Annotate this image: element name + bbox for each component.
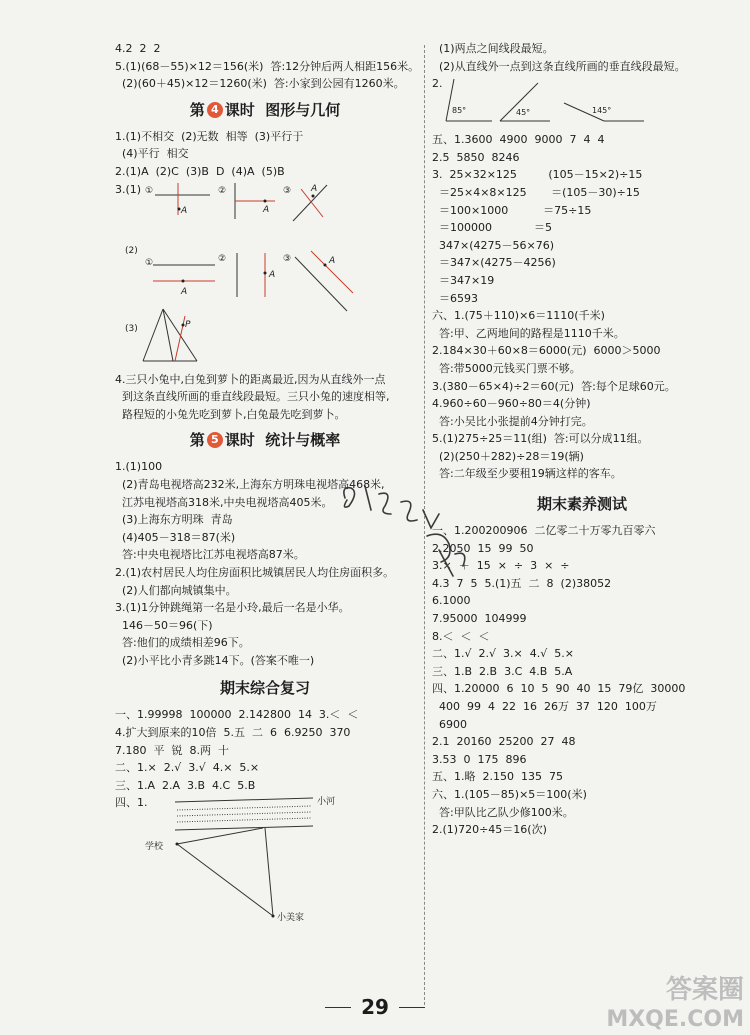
river-label: 小河: [317, 797, 336, 808]
answer-line: 2.2050 15 99 50: [432, 541, 534, 555]
answer-line: 2.(1)A (2)C (3)B D (4)A (5)B: [115, 164, 285, 178]
answer-line: (1)两点之间线段最短。: [432, 42, 554, 55]
test-title: 期末素养测试: [536, 495, 627, 514]
river-map: [115, 794, 415, 924]
answer-line: 3.(1): [115, 182, 142, 196]
answer-line: 5.(1)275÷25＝11(组) 答:可以分成11组。: [432, 432, 649, 446]
answer-line: (2)(60＋45)×12＝1260(米) 答:小家到公园有1260米。: [115, 77, 405, 91]
svg-text:A: A: [311, 183, 318, 194]
answer-line: 答:二年级至少要租19辆这样的客车。: [432, 467, 622, 481]
svg-text:P: P: [185, 319, 191, 330]
answer-line: (2)(250＋282)÷28＝19(辆): [432, 449, 584, 463]
answer-line: 4.960÷60－960÷80＝4(分钟): [432, 397, 591, 411]
figure-number: ①: [145, 185, 154, 196]
answer-line: 2.(1)720÷45＝16(次): [432, 823, 547, 837]
answer-line: 5.(1)(68－55)×12＝156(米) 答:12分钟后两人相距156米。: [115, 59, 420, 73]
answer-line: 8.＜ ＜ ＜: [432, 629, 490, 643]
answer-line: 4.2 2 2: [115, 42, 161, 55]
handwritten-scribble: [335, 480, 485, 590]
answer-line: 三、1.B 2.B 3.C 4.B 5.A: [432, 664, 573, 678]
svg-text:A: A: [269, 269, 276, 280]
answer-line: 答:甲、乙两地间的路程是1110千米。: [432, 326, 625, 340]
perpendicular-parallel-figures: [115, 181, 415, 371]
answer-line: (4)平行 相交: [115, 147, 189, 161]
answer-line: ＝347×19: [432, 273, 495, 287]
angle-label: 145°: [592, 106, 612, 116]
answer-line: 2.(1)农村居民人均住房面积比城镇居民人均住房面积多。: [115, 565, 395, 579]
angle-label: 45°: [516, 108, 531, 118]
answer-line: 二、1.× 2.√ 3.√ 4.× 5.×: [115, 761, 260, 775]
answer-line: 六、1.(75＋110)×6＝1110(千米): [432, 309, 605, 323]
answer-line: 二、1.√ 2.√ 3.× 4.√ 5.×: [432, 647, 574, 661]
answer-line: 四、1.: [115, 796, 148, 810]
dash-left: [325, 1007, 351, 1008]
answer-line: 一、1.99998 100000 2.142800 14 3.＜ ＜: [115, 708, 359, 722]
answer-line: 7.95000 104999: [432, 612, 527, 626]
answer-line: 答:中央电视塔比江苏电视塔高87米。: [115, 548, 305, 562]
answer-line: 6.1000: [432, 594, 471, 608]
figure-number: ③: [283, 253, 292, 264]
figure-number: ②: [218, 185, 227, 196]
answer-line: 146－50＝96(下): [115, 618, 213, 632]
answer-line: ＝25×4×8×125 ＝(105－30)÷15: [432, 185, 640, 199]
answer-line: 1.(1)不相交 (2)无数 相等 (3)平行于: [115, 129, 304, 143]
answer-line: 4.扩大到原来的10倍 5.五 二 6 6.9250 370: [115, 726, 351, 740]
answer-line: 4.三只小兔中,白兔到萝卜的距离最近,因为从直线外一点: [115, 372, 386, 386]
review-title: 期末综合复习: [219, 679, 310, 698]
answer-line: (3)上海东方明珠 青岛: [115, 513, 233, 527]
answer-line: 2.1 20160 25200 27 48: [432, 735, 576, 749]
answer-line: 四、1.20000 6 10 5 90 40 15 79亿 30000: [432, 682, 686, 696]
answer-line: 3.53 0 175 896: [432, 752, 527, 766]
answer-line: ＝100000 ＝5: [432, 221, 552, 235]
answer-line: 6900: [432, 717, 467, 731]
answer-line: 4.3 7 5 5.(1)五 二 8 (2)38052: [432, 576, 612, 590]
figure-number: ③: [283, 185, 292, 196]
svg-text:A: A: [329, 255, 336, 266]
lesson5-title: 第 5 课时 统计与概率: [189, 431, 341, 450]
answer-line: 三、1.A 2.A 3.B 4.C 5.B: [115, 778, 256, 792]
lesson4-title: 第 4 课时 图形与几何: [189, 100, 341, 119]
figure-number: ①: [145, 257, 154, 268]
angle-label: 85°: [452, 106, 467, 116]
answer-line: 答:他们的成绩相差96下。: [115, 636, 250, 650]
home-label: 小美家: [277, 913, 305, 924]
answer-line: (2)青岛电视塔高232米,上海东方明珠电视塔高468米,: [115, 477, 385, 491]
answer-line: 3.(1)1分钟跳绳第一名是小玲,最后一名是小华。: [115, 601, 350, 615]
answer-line: 到这条直线所画的垂直线段最短。三只小兔的速度相等,: [115, 390, 390, 404]
svg-text:A: A: [181, 286, 188, 297]
answer-line: 答:带5000元钱买门票不够。: [432, 361, 581, 375]
angle-diagrams: [432, 75, 732, 131]
answer-line: 347×(4275－56×76): [432, 238, 554, 252]
watermark-logo: 答案圈 MXQE.COM: [606, 975, 744, 1032]
svg-text:A: A: [181, 205, 188, 216]
river-map-figure: [115, 794, 415, 924]
answer-line: 3. 25×32×125 (105－15×2)÷15: [432, 168, 643, 182]
answer-line: (2)人们都向城镇集中。: [115, 583, 237, 597]
answer-line: (2)从直线外一点到这条直线所画的垂直线段最短。: [432, 59, 686, 73]
answer-line: 五、1.略 2.150 135 75: [432, 770, 563, 784]
dash-right: [399, 1007, 425, 1008]
answer-line: 2.: [432, 77, 443, 91]
answer-line: 答:甲队比乙队少修100米。: [432, 805, 574, 819]
answer-line: 路程短的小兔先吃到萝卜,白兔最先吃到萝卜。: [115, 407, 346, 421]
figure-number: ②: [218, 253, 227, 264]
geometry-figures: [115, 181, 415, 371]
answer-line: (2)小平比小青多跳14下。(答案不唯一): [115, 653, 315, 667]
angle-figures: [432, 75, 732, 131]
answer-line: 2.184×30＋60×8＝6000(元) 6000＞5000: [432, 344, 661, 358]
answer-line: 答:小吴比小张提前4分钟打完。: [432, 414, 593, 428]
right-column: [432, 40, 732, 839]
school-label: 学校: [145, 842, 164, 853]
answer-line: 3.× ＋ 15 × ÷ 3 × ÷: [432, 559, 570, 573]
svg-text:(2): (2): [125, 245, 138, 256]
answer-line: 六、1.(105－85)×5＝100(米): [432, 787, 587, 801]
answer-line: 7.180 平 锐 8.两 十: [115, 743, 229, 757]
answer-line: 400 99 4 22 16 26万 37 120 100万: [432, 700, 657, 713]
svg-text:(3): (3): [125, 323, 138, 334]
lesson-number-badge: 4: [207, 102, 223, 118]
page-number: 29: [0, 995, 750, 1019]
answer-line: 1.(1)100: [115, 460, 163, 474]
answer-line: 3.(380－65×4)÷2＝60(元) 答:每个足球60元。: [432, 379, 676, 393]
answer-line: ＝347×(4275－4256): [432, 256, 556, 270]
answer-line: (4)405－318＝87(米): [115, 530, 236, 544]
answer-line: ＝100×1000 ＝75÷15: [432, 203, 592, 217]
lesson-number-badge: 5: [207, 432, 223, 448]
answer-line: 一、1.200200906 二亿零二十万零九百零六: [432, 524, 656, 538]
svg-text:A: A: [263, 204, 270, 215]
answer-line: ＝6593: [432, 291, 478, 305]
answer-line: 江苏电视塔高318米,中央电视塔高405米。: [115, 495, 333, 509]
answer-line: 五、1.3600 4900 9000 7 4 4: [432, 133, 605, 147]
answer-line: 2.5 5850 8246: [432, 150, 520, 164]
